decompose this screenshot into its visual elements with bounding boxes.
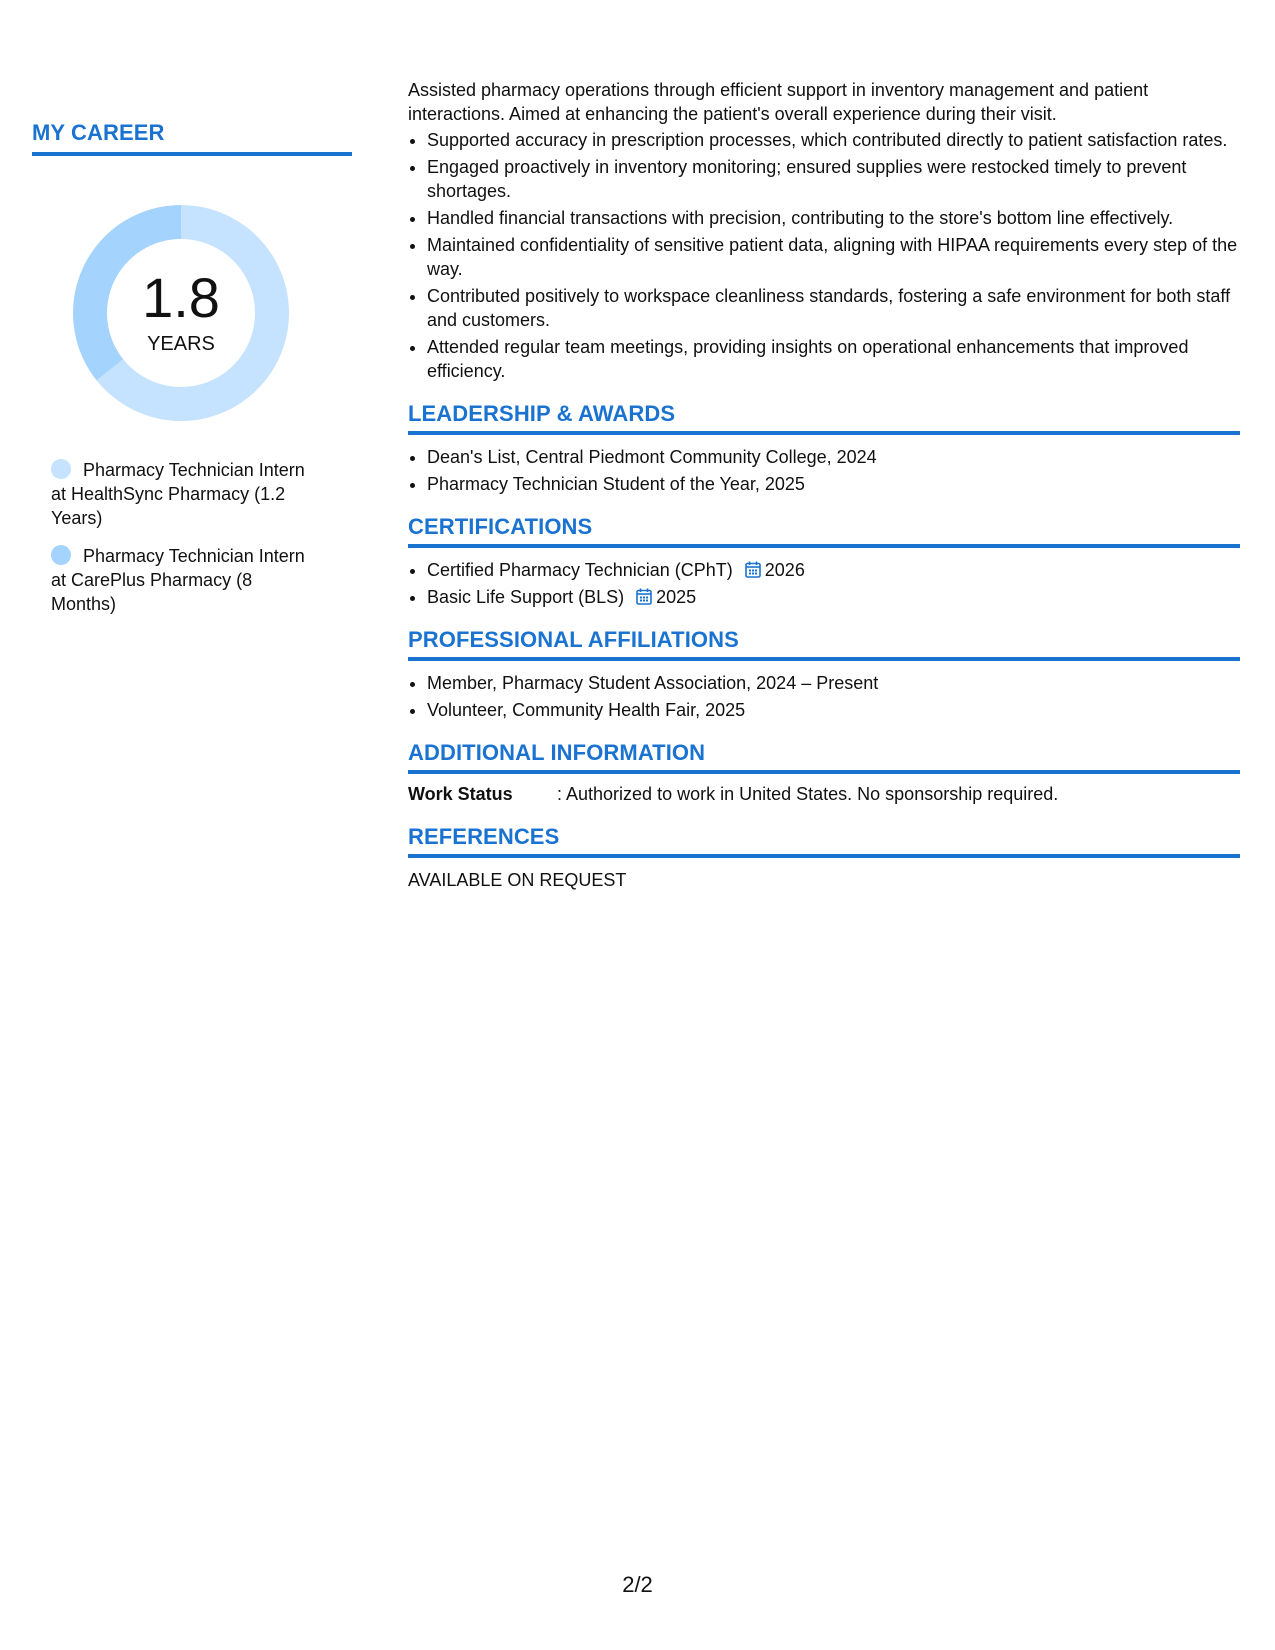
- references-section: [408, 824, 1240, 892]
- legend-item-healthsync: [51, 458, 321, 530]
- references-text: AVAILABLE ON REQUEST: [408, 870, 627, 890]
- experience-intro: Assisted pharmacy operations through efficient support in inventory management and patient interactions. Aimed at enhancing the patient's overall experience during their visit.: [408, 80, 1149, 124]
- work-status-value: : Authorized to work in United States. No sponsorship required.: [557, 784, 1059, 804]
- additional-info-heading: ADDITIONAL INFORMATION: [408, 740, 1240, 774]
- list-item: • Volunteer, Community Health Fair, 2025: [427, 698, 1240, 722]
- experience-bullet: • Handled financial transactions with precision, contributing to the store's bottom line effectively.: [427, 206, 1240, 230]
- certification-year: 2026: [764, 560, 805, 580]
- legend-dot-icon: [51, 545, 71, 565]
- legend-item-careplus: [51, 544, 321, 616]
- my-career-heading: MY CAREER: [32, 120, 352, 156]
- experience-bullet: • Contributed positively to workspace cleanliness standards, fostering a safe environment for both staff and customers.: [427, 284, 1240, 332]
- experience-bullet: • Supported accuracy in prescription processes, which contributed directly to patient satisfaction rates.: [427, 128, 1240, 152]
- certification-name: Certified Pharmacy Technician (CPhT): [427, 560, 733, 580]
- affiliations-list: [408, 671, 1240, 722]
- experience-bullet: • Maintained confidentiality of sensitive patient data, aligning with HIPAA requirements every step of the way.: [427, 233, 1240, 281]
- calendar-icon: [745, 560, 761, 577]
- certification-name: Basic Life Support (BLS): [427, 587, 625, 607]
- experience-bullet: • Engaged proactively in inventory monitoring; ensured supplies were restocked timely to prevent shortages.: [427, 155, 1240, 203]
- sidebar: [32, 120, 352, 630]
- certifications-heading: CERTIFICATIONS: [408, 514, 1240, 548]
- leadership-heading: LEADERSHIP & AWARDS: [408, 401, 1240, 435]
- legend-label: Pharmacy Technician Intern at HealthSync Pharmacy (1.2 Years): [51, 460, 305, 528]
- list-item: • Dean's List, Central Piedmont Community College, 2024: [427, 445, 1240, 469]
- experience-bullet: • Attended regular team meetings, providing insights on operational enhancements that improved efficiency.: [427, 335, 1240, 383]
- leadership-section: [408, 401, 1240, 496]
- list-item: • Member, Pharmacy Student Association, 2024 – Present: [427, 671, 1240, 695]
- work-status-row: [408, 782, 1240, 806]
- certification-year: 2025: [656, 587, 697, 607]
- main-content: [408, 78, 1240, 892]
- calendar-icon: [636, 587, 652, 604]
- total-years-value: 1.8: [142, 266, 220, 329]
- certifications-list: [408, 558, 1240, 609]
- affiliations-heading: PROFESSIONAL AFFILIATIONS: [408, 627, 1240, 661]
- legend-dot-icon: [51, 459, 71, 479]
- certifications-section: [408, 514, 1240, 609]
- leadership-list: [408, 445, 1240, 496]
- donut-center: [66, 198, 296, 428]
- certification-item: [427, 558, 1240, 582]
- affiliations-section: [408, 627, 1240, 722]
- experience-bullets: [408, 128, 1240, 383]
- page-number: 2/2: [622, 1572, 653, 1597]
- career-donut-chart: [66, 198, 296, 428]
- work-status-label: Work Status: [408, 784, 513, 804]
- additional-info-section: [408, 740, 1240, 806]
- career-legend: [51, 458, 321, 616]
- references-heading: REFERENCES: [408, 824, 1240, 858]
- total-years-unit: YEARS: [147, 333, 215, 355]
- certification-item: [427, 585, 1240, 609]
- list-item: • Pharmacy Technician Student of the Year, 2025: [427, 472, 1240, 496]
- legend-label: Pharmacy Technician Intern at CarePlus Pharmacy (8 Months): [51, 546, 305, 614]
